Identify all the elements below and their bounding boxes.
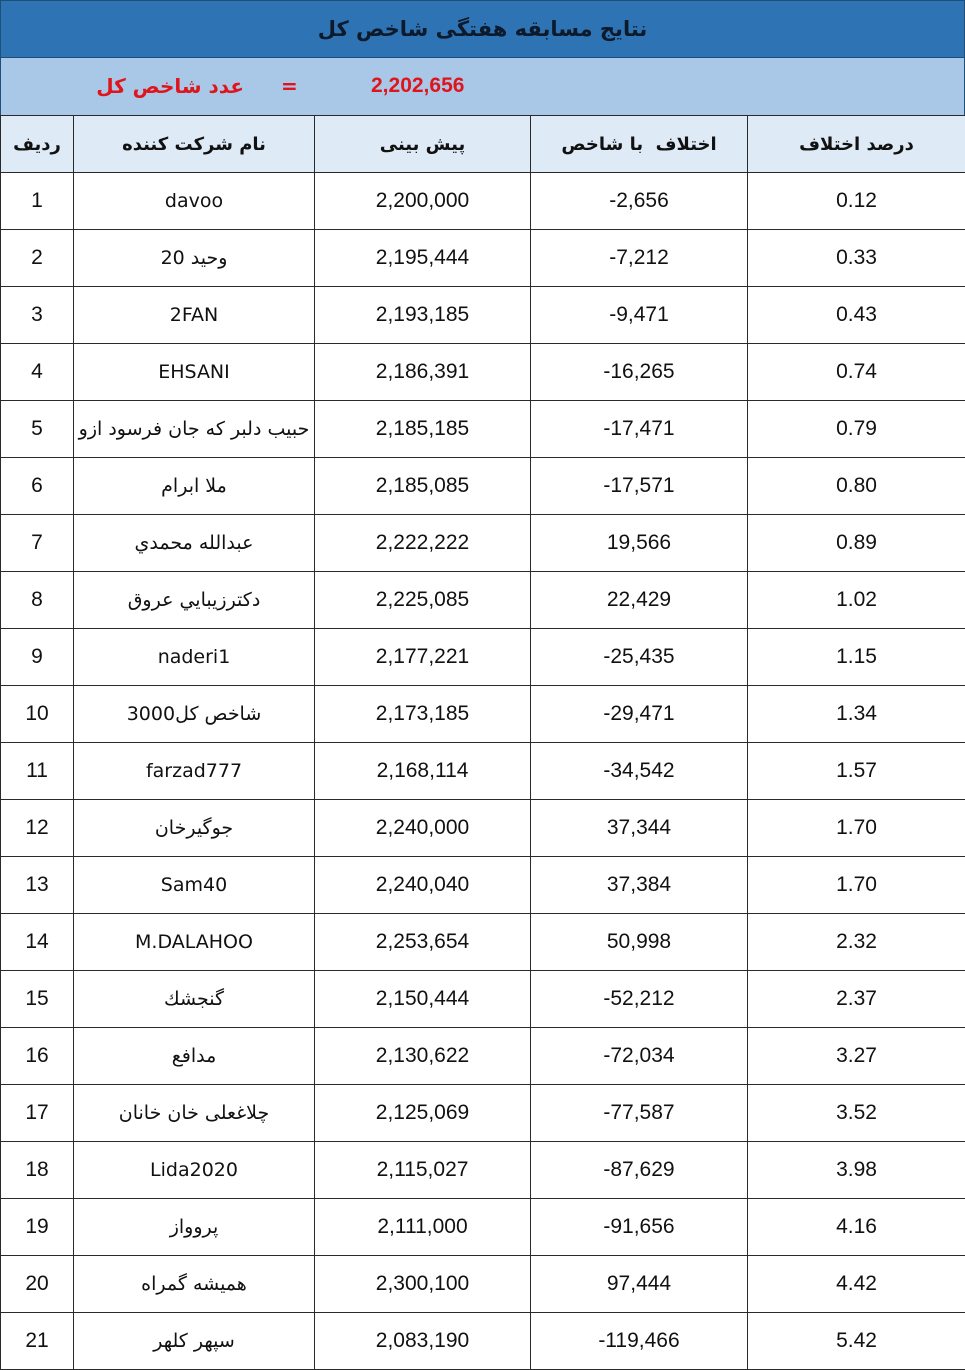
cell-percent: 0.74	[748, 344, 965, 401]
cell-rank: 17	[1, 1085, 74, 1142]
cell-name: Lida2020	[74, 1142, 315, 1199]
table-row	[1, 1256, 965, 1313]
cell-prediction: 2,115,027	[315, 1142, 531, 1199]
cell-name: همیشه گمراه	[74, 1256, 315, 1313]
header-rank: ردیف	[1, 116, 74, 173]
cell-rank: 11	[1, 743, 74, 800]
cell-prediction: 2,150,444	[315, 971, 531, 1028]
table-row	[1, 1085, 965, 1142]
cell-rank: 9	[1, 629, 74, 686]
cell-difference: -119,466	[531, 1313, 748, 1370]
title-text: نتایج مسابقه هفتگی شاخص کل	[318, 17, 648, 41]
cell-difference: 37,384	[531, 857, 748, 914]
index-label: عدد شاخص کل	[96, 74, 244, 98]
cell-difference: 22,429	[531, 572, 748, 629]
cell-difference: -72,034	[531, 1028, 748, 1085]
cell-rank: 21	[1, 1313, 74, 1370]
table-row	[1, 800, 965, 857]
cell-rank: 10	[1, 686, 74, 743]
table-row	[1, 515, 965, 572]
table-row	[1, 287, 965, 344]
cell-rank: 7	[1, 515, 74, 572]
table-row	[1, 686, 965, 743]
cell-difference: -77,587	[531, 1085, 748, 1142]
cell-prediction: 2,173,185	[315, 686, 531, 743]
table-header-row	[1, 116, 965, 173]
cell-rank: 8	[1, 572, 74, 629]
header-prediction: پیش بینی	[315, 116, 531, 173]
table-row	[1, 971, 965, 1028]
cell-name: دكترزيبايي عروق	[74, 572, 315, 629]
cell-prediction: 2,200,000	[315, 173, 531, 230]
cell-difference: -16,265	[531, 344, 748, 401]
cell-difference: 37,344	[531, 800, 748, 857]
header-percent: درصد اختلاف	[748, 116, 965, 173]
cell-prediction: 2,222,222	[315, 515, 531, 572]
cell-difference: -52,212	[531, 971, 748, 1028]
cell-name: M.DALAHOO	[74, 914, 315, 971]
cell-rank: 5	[1, 401, 74, 458]
cell-difference: -91,656	[531, 1199, 748, 1256]
cell-percent: 5.42	[748, 1313, 965, 1370]
cell-name: پرووا‌ز	[74, 1199, 315, 1256]
cell-name: ملا ابرام	[74, 458, 315, 515]
cell-prediction: 2,130,622	[315, 1028, 531, 1085]
cell-percent: 0.89	[748, 515, 965, 572]
cell-prediction: 2,193,185	[315, 287, 531, 344]
cell-percent: 3.52	[748, 1085, 965, 1142]
cell-difference: 50,998	[531, 914, 748, 971]
table-row	[1, 173, 965, 230]
table-row	[1, 401, 965, 458]
cell-percent: 2.32	[748, 914, 965, 971]
cell-rank: 2	[1, 230, 74, 287]
table-row	[1, 458, 965, 515]
cell-name: سپهر کلهر	[74, 1313, 315, 1370]
cell-prediction: 2,240,040	[315, 857, 531, 914]
cell-difference: -9,471	[531, 287, 748, 344]
cell-percent: 0.80	[748, 458, 965, 515]
table-row	[1, 572, 965, 629]
cell-rank: 4	[1, 344, 74, 401]
table-row	[1, 857, 965, 914]
cell-percent: 1.70	[748, 857, 965, 914]
cell-name: Sam40	[74, 857, 315, 914]
cell-name: مدافع	[74, 1028, 315, 1085]
cell-percent: 1.57	[748, 743, 965, 800]
cell-name: جوگیرخان	[74, 800, 315, 857]
cell-prediction: 2,300,100	[315, 1256, 531, 1313]
cell-percent: 3.27	[748, 1028, 965, 1085]
index-equals-sign: =	[281, 74, 298, 98]
table-row	[1, 1142, 965, 1199]
cell-difference: -25,435	[531, 629, 748, 686]
cell-name: عبدالله محمدي	[74, 515, 315, 572]
cell-name: حبیب دلبر که جان فرسود ازو	[74, 401, 315, 458]
cell-name: گنجشك	[74, 971, 315, 1028]
cell-prediction: 2,240,000	[315, 800, 531, 857]
table-row	[1, 230, 965, 287]
cell-rank: 6	[1, 458, 74, 515]
cell-rank: 19	[1, 1199, 74, 1256]
cell-name: naderi1	[74, 629, 315, 686]
cell-prediction: 2,185,085	[315, 458, 531, 515]
results-table	[0, 115, 965, 1370]
cell-difference: -17,571	[531, 458, 748, 515]
page-title	[0, 0, 965, 58]
cell-prediction: 2,083,190	[315, 1313, 531, 1370]
cell-name: وحید 20	[74, 230, 315, 287]
cell-name: شاخص کل3000	[74, 686, 315, 743]
cell-difference: -34,542	[531, 743, 748, 800]
cell-percent: 2.37	[748, 971, 965, 1028]
cell-percent: 0.79	[748, 401, 965, 458]
table-row	[1, 743, 965, 800]
cell-percent: 0.43	[748, 287, 965, 344]
cell-difference: -2,656	[531, 173, 748, 230]
cell-percent: 3.98	[748, 1142, 965, 1199]
cell-difference: -17,471	[531, 401, 748, 458]
index-value: 2,202,656	[371, 74, 464, 98]
table-row	[1, 629, 965, 686]
table-row	[1, 1313, 965, 1370]
table-row	[1, 1028, 965, 1085]
cell-rank: 20	[1, 1256, 74, 1313]
cell-difference: -87,629	[531, 1142, 748, 1199]
cell-name: EHSANI	[74, 344, 315, 401]
cell-rank: 15	[1, 971, 74, 1028]
cell-prediction: 2,177,221	[315, 629, 531, 686]
cell-difference: 97,444	[531, 1256, 748, 1313]
cell-name: farzad777	[74, 743, 315, 800]
cell-difference: -29,471	[531, 686, 748, 743]
cell-percent: 0.12	[748, 173, 965, 230]
table-row	[1, 1199, 965, 1256]
cell-percent: 0.33	[748, 230, 965, 287]
cell-name: davoo	[74, 173, 315, 230]
cell-rank: 3	[1, 287, 74, 344]
cell-percent: 4.16	[748, 1199, 965, 1256]
cell-rank: 1	[1, 173, 74, 230]
cell-prediction: 2,225,085	[315, 572, 531, 629]
cell-prediction: 2,125,069	[315, 1085, 531, 1142]
cell-prediction: 2,186,391	[315, 344, 531, 401]
index-summary	[0, 58, 965, 115]
cell-percent: 1.34	[748, 686, 965, 743]
cell-rank: 14	[1, 914, 74, 971]
cell-name: 2FAN	[74, 287, 315, 344]
header-difference: اختلاف با شاخص	[531, 116, 748, 173]
cell-prediction: 2,185,185	[315, 401, 531, 458]
table-row	[1, 914, 965, 971]
header-name: نام شرکت کننده	[74, 116, 315, 173]
cell-rank: 18	[1, 1142, 74, 1199]
cell-prediction: 2,168,114	[315, 743, 531, 800]
cell-prediction: 2,195,444	[315, 230, 531, 287]
cell-rank: 12	[1, 800, 74, 857]
cell-percent: 4.42	[748, 1256, 965, 1313]
table-row	[1, 344, 965, 401]
cell-percent: 1.70	[748, 800, 965, 857]
cell-percent: 1.02	[748, 572, 965, 629]
cell-prediction: 2,253,654	[315, 914, 531, 971]
cell-difference: 19,566	[531, 515, 748, 572]
cell-prediction: 2,111,000	[315, 1199, 531, 1256]
cell-name: چلاغعلی خان خانان	[74, 1085, 315, 1142]
cell-rank: 13	[1, 857, 74, 914]
cell-difference: -7,212	[531, 230, 748, 287]
cell-percent: 1.15	[748, 629, 965, 686]
cell-rank: 16	[1, 1028, 74, 1085]
